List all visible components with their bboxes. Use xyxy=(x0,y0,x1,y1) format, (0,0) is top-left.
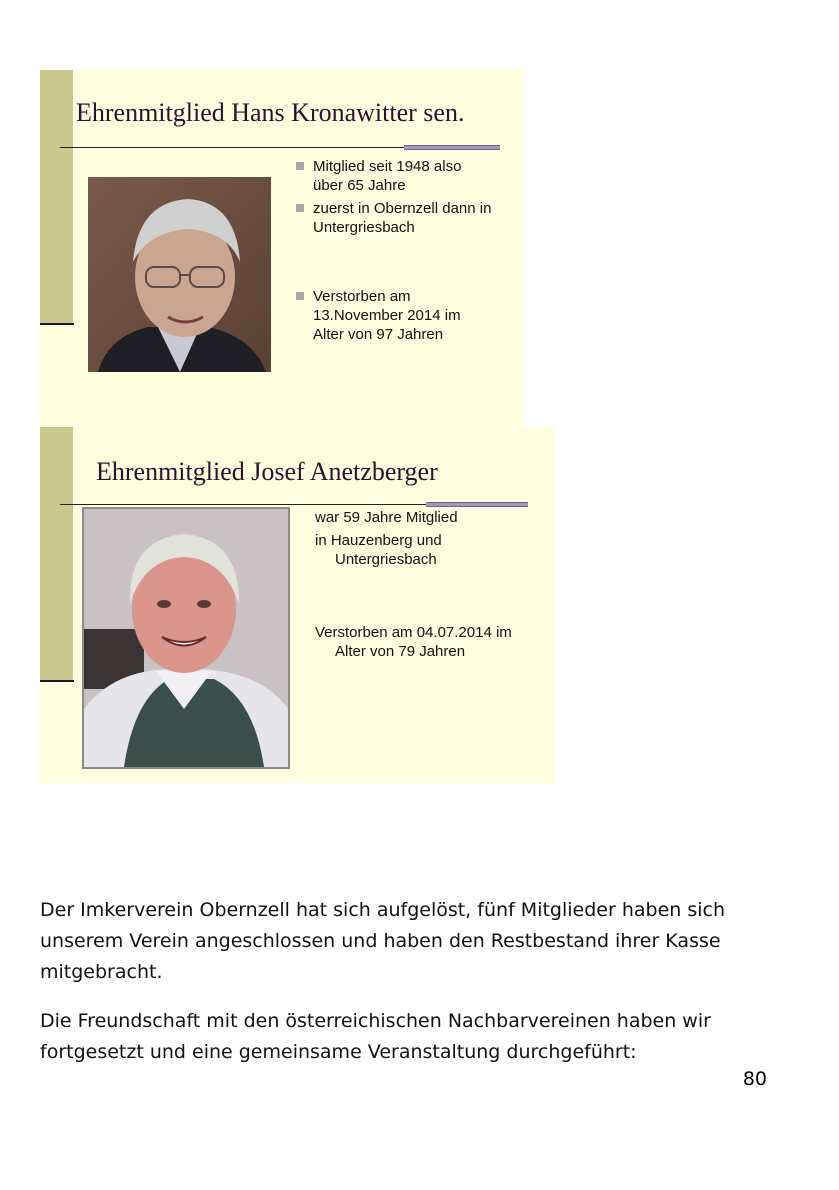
bullet-square-icon xyxy=(296,292,304,300)
slide-josef-anetzberger xyxy=(40,427,554,783)
bullet-square-icon xyxy=(296,162,304,170)
slide-accent-tick xyxy=(40,680,74,682)
portrait-image xyxy=(88,177,271,372)
title-underline-accent xyxy=(426,502,528,507)
bullet-item: Mitglied seit 1948 also über 65 Jahre xyxy=(296,157,518,195)
slide-title: Ehrenmitglied Hans Kronawitter sen. xyxy=(76,98,465,127)
page-number: 80 xyxy=(742,1068,767,1090)
slide-accent-bar xyxy=(40,70,73,324)
slide-accent-tick xyxy=(40,323,74,325)
portrait-image xyxy=(84,509,288,767)
bullet-square-icon xyxy=(296,204,304,212)
slide-accent-bar xyxy=(40,427,73,681)
slide-hans-kronawitter xyxy=(40,70,524,426)
paragraph: Die Freundschaft mit den österreichischen Nachbarvereinen haben wir fortgesetzt und eine gemeinsame Veranstaltung durchgeführt: xyxy=(40,1010,711,1063)
slide-title: Ehrenmitglied Josef Anetzberger xyxy=(96,457,438,486)
bullet-item: zuerst in Obernzell dann in Untergriesbach xyxy=(296,199,518,237)
paragraph: Der Imkerverein Obernzell hat sich aufgelöst, fünf Mitglieder haben sich unserem Verein angeschlossen und haben den Restbestand ihrer Kasse mitgebracht. xyxy=(40,899,726,983)
portrait-photo xyxy=(82,507,290,769)
bullet-list xyxy=(296,157,518,344)
portrait-photo xyxy=(88,177,271,372)
title-underline-accent xyxy=(404,145,500,150)
info-text: war 59 Jahre Mitglied in Hauzenberg und Untergriesbach Verstorben am 04.07.2014 im Alter von 79 Jahren xyxy=(315,509,512,660)
bullet-item: Verstorben am 13.November 2014 im Alter von 97 Jahren xyxy=(296,287,518,344)
